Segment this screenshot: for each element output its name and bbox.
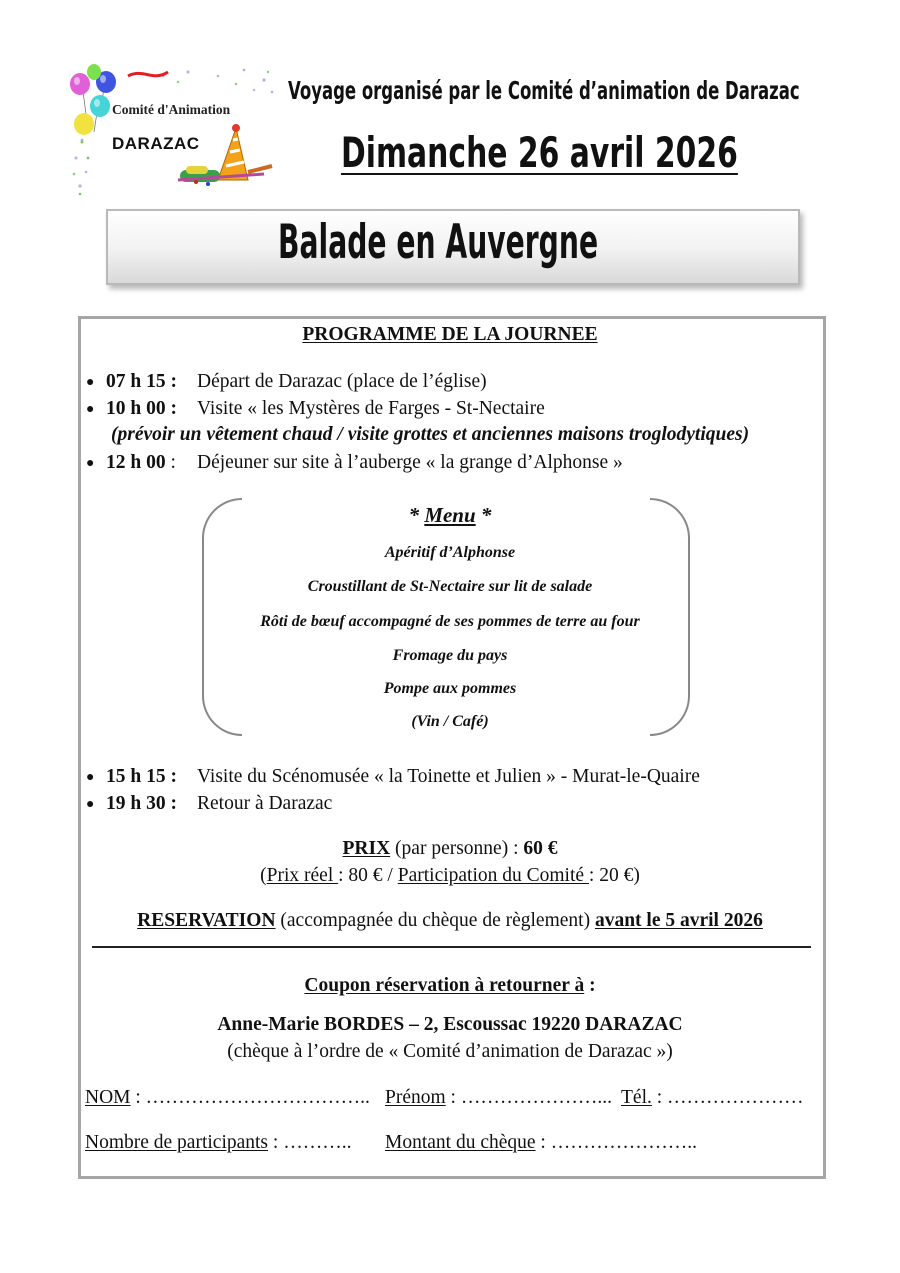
reservation-text: (accompagnée du chèque de règlement) (275, 910, 595, 931)
montant-field[interactable] (385, 1133, 697, 1153)
coupon-title (0, 976, 900, 996)
nom-label: NOM (85, 1087, 131, 1108)
party-hat-icon (218, 124, 248, 180)
participation-label: Participation du Comité (397, 865, 589, 886)
menu-star: * (480, 503, 492, 527)
reservation-label: RESERVATION (137, 910, 276, 931)
real-price-value: : 80 € / (338, 865, 398, 886)
schedule-time: 15 h 15 : (106, 766, 177, 787)
price-label: PRIX (342, 838, 391, 859)
schedule-text: Retour à Darazac (197, 793, 333, 814)
prenom-dots: : …………………... (445, 1087, 612, 1108)
menu-item: Apéritif d’Alphonse (384, 544, 516, 561)
real-price-label: Prix réel (266, 865, 339, 886)
participation-value: : 20 €) (588, 865, 640, 886)
logo-title: Comité d'Animation (112, 102, 231, 117)
menu-star: * (408, 503, 420, 527)
bullet-icon: ● (86, 770, 95, 785)
bullet-icon: ● (86, 456, 95, 471)
logo-village: DARAZAC (112, 134, 200, 153)
programme-heading: PROGRAMME DE LA JOURNEE (302, 324, 598, 345)
prenom-label: Prénom (385, 1087, 446, 1108)
schedule-separator: : (165, 452, 176, 473)
page-title: Balade en Auvergne (278, 215, 599, 270)
coupon-title-text: Coupon réservation à retourner à (304, 975, 585, 996)
coupon-address: Anne-Marie BORDES – 2, Escoussac 19220 DARAZAC (217, 1014, 683, 1035)
reservation-line (0, 911, 900, 931)
menu-title-text: Menu (424, 503, 476, 527)
schedule-text: Visite du Scénomusée « la Toinette et Julien » - Murat-le-Quaire (197, 766, 700, 787)
price-line (0, 839, 900, 859)
menu-item: Croustillant de St-Nectaire sur lit de salade (307, 578, 593, 595)
trip-subtitle: Voyage organisé par le Comité d’animation de Darazac (288, 76, 800, 105)
bullet-icon: ● (86, 797, 95, 812)
bullet-icon: ● (86, 402, 95, 417)
menu-title (0, 505, 900, 526)
menu-item: Rôti de bœuf accompagné de ses pommes de terre au four (260, 613, 640, 630)
committee-logo (68, 62, 283, 202)
menu-item: Fromage du pays (392, 647, 508, 664)
bullet-icon: ● (86, 375, 95, 390)
schedule-time: 12 h 00 (106, 452, 166, 473)
schedule-time-row (106, 453, 176, 473)
participants-label: Nombre de participants (85, 1132, 269, 1153)
schedule-text: Visite « les Mystères de Farges - St-Nectaire (197, 398, 545, 419)
nom-dots: : …………………………….. (130, 1087, 370, 1108)
tel-field[interactable] (621, 1088, 804, 1108)
participants-dots: : ……….. (268, 1132, 352, 1153)
tel-dots: : ………………… (651, 1087, 804, 1108)
prenom-field[interactable] (385, 1088, 612, 1108)
schedule-text: Départ de Darazac (place de l’église) (197, 371, 487, 392)
coupon-title-suffix: : (584, 975, 596, 996)
divider (92, 946, 811, 948)
schedule-time: 19 h 30 : (106, 793, 177, 814)
price-amount: 60 € (523, 838, 558, 859)
balloons-icon (68, 62, 283, 202)
schedule-text: Déjeuner sur site à l’auberge « la grange d’Alphonse » (197, 452, 623, 473)
schedule-note: (prévoir un vêtement chaud / visite grottes et anciennes maisons troglodytiques) (111, 424, 750, 445)
price-paren: ( (260, 865, 267, 886)
schedule-time: 10 h 00 : (106, 398, 177, 419)
schedule-time: 07 h 15 : (106, 371, 177, 392)
trip-date: Dimanche 26 avril 2026 (341, 128, 738, 177)
menu-item: Pompe aux pommes (383, 680, 517, 697)
nom-field[interactable] (85, 1088, 370, 1108)
participants-field[interactable] (85, 1133, 351, 1153)
price-per-person: (par personne) : (390, 838, 524, 859)
cheque-note: (chèque à l’ordre de « Comité d’animation de Darazac ») (227, 1041, 673, 1062)
montant-label: Montant du chèque (385, 1132, 536, 1153)
price-details (0, 866, 900, 886)
montant-dots: : ………………….. (535, 1132, 697, 1153)
reservation-deadline: avant le 5 avril 2026 (594, 910, 763, 931)
tel-label: Tél. (621, 1087, 652, 1108)
menu-item: (Vin / Café) (411, 713, 489, 730)
